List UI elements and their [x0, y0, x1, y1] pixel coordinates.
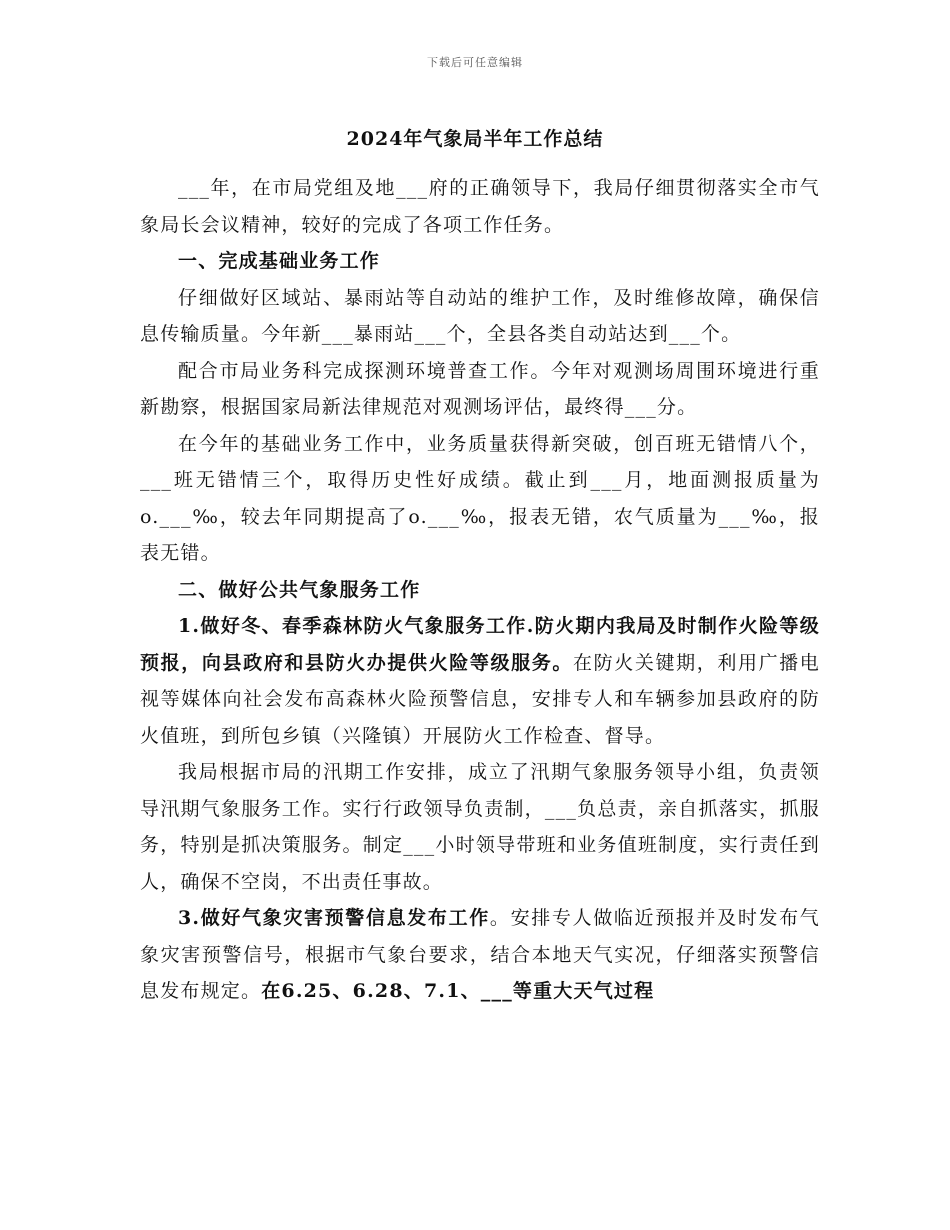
paragraph-warning-tail: 在6.25、6.28、7.1、___等重大天气过程	[261, 980, 655, 1002]
paragraph-warning-text: 。安排专人做临近预报并及时发布气象灾害预警信号，根据市气象台要求，结合本地天气实况，仔细落实预警信息发布规定。	[140, 907, 820, 1002]
document-title: 2024年气象局半年工作总结	[346, 128, 604, 150]
paragraph-warning	[140, 900, 820, 1010]
section-heading-2: 二、做好公共气象服务工作	[178, 578, 421, 601]
document-body	[140, 170, 820, 1010]
paragraph-fire-prevention	[140, 608, 820, 754]
paragraph-environment: 配合市局业务科完成探测环境普查工作。今年对观测场周围环境进行重新勘察，根据国家局新法律规范对观测场评估，最终得___分。	[140, 359, 820, 418]
paragraph-intro: ___年，在市局党组及地___府的正确领导下，我局仔细贯彻落实全市气象局长会议精神，较好的完成了各项工作任务。	[140, 177, 820, 236]
paragraph-fire-prevention-text: 在防火关键期，利用广播电视等媒体向社会发布高森林火险预警信息，安排专人和车辆参加县政府的防火值班，到所包乡镇（兴隆镇）开展防火工作检查、督导。	[140, 651, 821, 747]
section-heading-1: 一、完成基础业务工作	[178, 250, 381, 272]
paragraph-fire-prevention-lead: 1.做好冬、春季森林防火气象服务工作.防火期内我局及时制作火险等级预报，向县政府和县防火办提供火险等级服务。	[140, 615, 820, 674]
paragraph-warning-lead: 3.做好气象灾害预警信息发布工作	[178, 907, 490, 929]
header-note: 下载后可任意编辑	[427, 56, 523, 69]
paragraph-stations: 仔细做好区域站、暴雨站等自动站的维护工作，及时维修故障，确保信息传输质量。今年新___暴雨站___个，全县各类自动站达到___个。	[140, 286, 820, 345]
paragraph-quality: 在今年的基础业务工作中，业务质量获得新突破，创百班无错情八个，___班无错情三个，取得历史性好成绩。截止到___月，地面测报质量为o.___‰，较去年同期提高了o.___‰，报表无错，农气质量为___‰，报表无错。	[140, 432, 820, 564]
paragraph-flood-season: 我局根据市局的汛期工作安排，成立了汛期气象服务领导小组，负责领导汛期气象服务工作。实行行政领导负责制，___负总责，亲自抓落实，抓服务，特别是抓决策服务。制定___小时领导带班和业务值班制度，实行责任到人，确保不空岗，不出责任事故。	[140, 761, 820, 893]
